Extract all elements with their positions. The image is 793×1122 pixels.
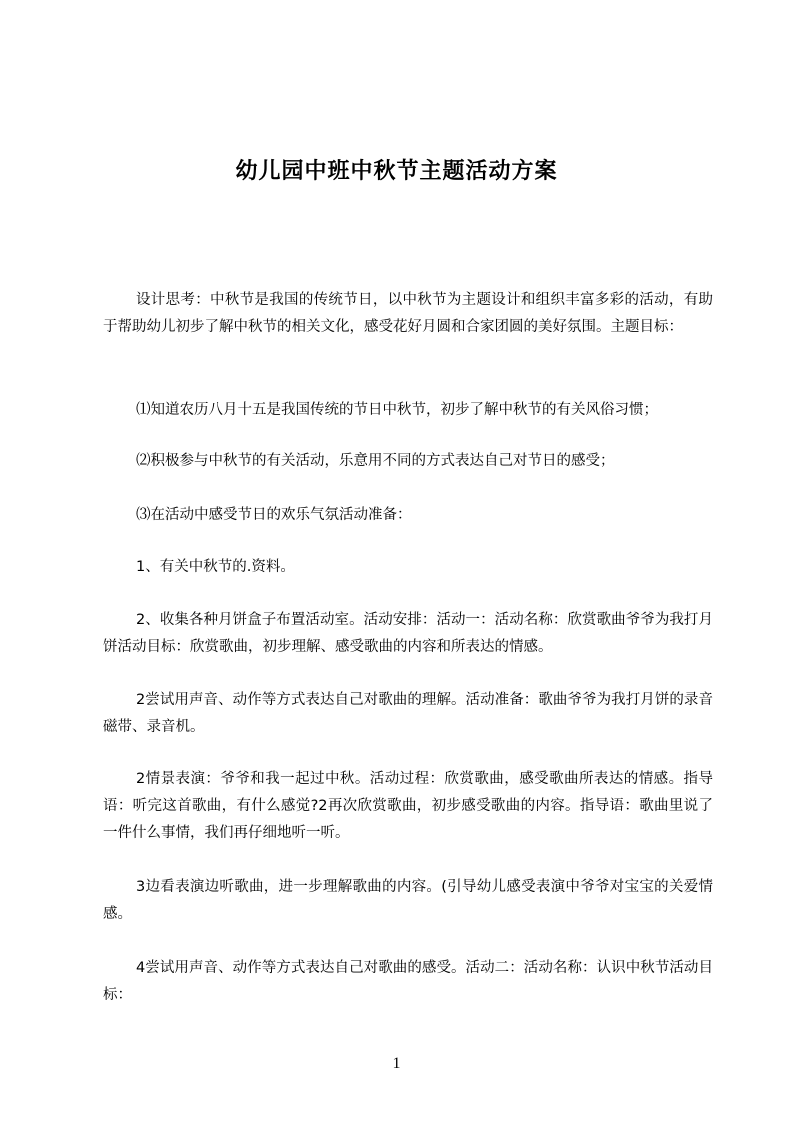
page-number: 1 (392, 1055, 401, 1072)
paragraph-activity-prep: 2尝试用声音、动作等方式表达自己对歌曲的理解。活动准备：歌曲爷爷为我打月饼的录音磁带、录音机。 (103, 692, 713, 735)
prep-item-1: 1、有关中秋节的.资料。 (136, 559, 295, 575)
goal-item-3: ⑶在活动中感受节日的欢乐气氛活动准备： (136, 507, 412, 523)
paragraph-activity-two: 4尝试用声音、动作等方式表达自己对歌曲的感受。活动二：活动名称：认识中秋节活动目标： (103, 960, 713, 1003)
paragraph-scene-performance: 2情景表演：爷爷和我一起过中秋。活动过程：欣赏歌曲，感受歌曲所表达的情感。指导语：听完这首歌曲，有什么感觉?2再次欣赏歌曲，初步感受歌曲的内容。指导语：歌曲里说了一件什么事情，我们再仔细地听一听。 (103, 771, 713, 841)
paragraph-activity-one: 2、收集各种月饼盒子布置活动室。活动安排：活动一：活动名称：欣赏歌曲爷爷为我打月饼活动目标：欣赏歌曲，初步理解、感受歌曲的内容和所表达的情感。 (103, 612, 713, 655)
paragraph-design-thinking: 设计思考：中秋节是我国的传统节日，以中秋节为主题设计和组织丰富多彩的活动，有助于帮助幼儿初步了解中秋节的相关文化，感受花好月圆和合家团圆的美好氛围。主题目标： (103, 292, 713, 335)
goal-item-2: ⑵积极参与中秋节的有关活动，乐意用不同的方式表达自己对节日的感受； (136, 453, 615, 469)
goal-item-1: ⑴知道农历八月十五是我国传统的节日中秋节，初步了解中秋节的有关风俗习惯； (136, 402, 658, 418)
paragraph-watch-performance: 3边看表演边听歌曲，进一步理解歌曲的内容。(引导幼儿感受表演中爷爷对宝宝的关爱情感。 (103, 879, 713, 922)
document-title: 幼儿园中班中秋节主题活动方案 (235, 158, 558, 184)
